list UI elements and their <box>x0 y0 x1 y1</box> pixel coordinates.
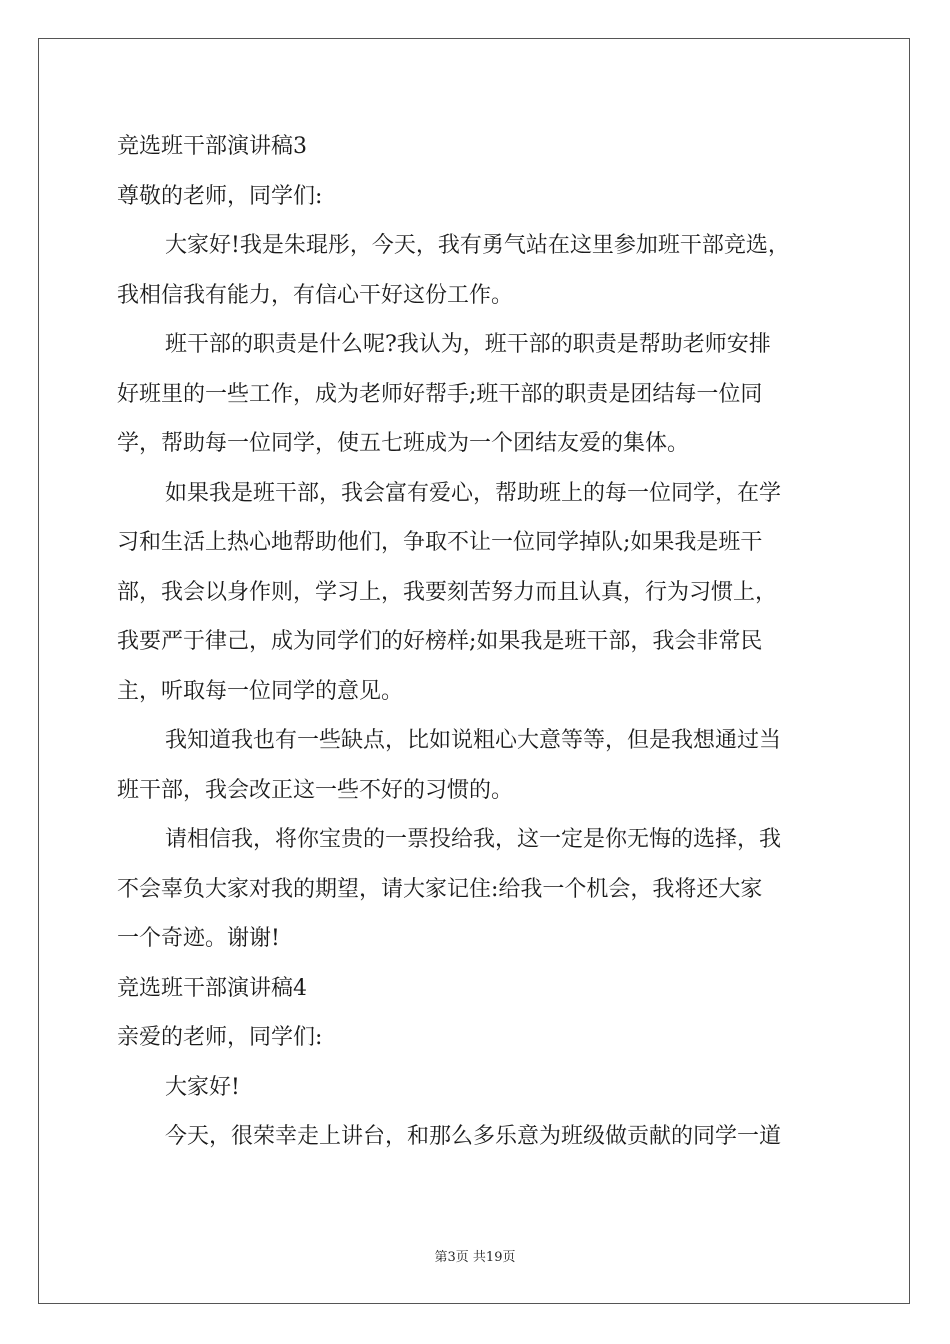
text-line: 我相信我有能力，有信心干好这份工作。 <box>117 282 514 308</box>
text-line: 竞选班干部演讲稿3 <box>117 134 307 159</box>
text-line: 我知道我也有一些缺点，比如说粗心大意等等，但是我想通过当 <box>165 728 782 753</box>
text-line: 好班里的一些工作，成为老师好帮手;班干部的职责是团结每一位同 <box>117 381 763 407</box>
text-line: 班干部的职责是什么呢?我认为，班干部的职责是帮助老师安排 <box>165 332 771 357</box>
text-line: 竞选班干部演讲稿4 <box>117 975 307 1001</box>
text-line: 主，听取每一位同学的意见。 <box>117 678 404 704</box>
text-line: 大家好!我是朱琨彤，今天，我有勇气站在这里参加班干部竞选， <box>165 233 790 258</box>
text-line: 不会辜负大家对我的期望，请大家记住:给我一个机会，我将还大家 <box>117 876 763 902</box>
text-line: 尊敬的老师，同学们: <box>117 183 323 209</box>
text-line: 请相信我，将你宝贵的一票投给我，这一定是你无悔的选择，我 <box>165 827 782 852</box>
document-body <box>117 122 837 1162</box>
text-line: 一个奇迹。谢谢! <box>117 926 280 951</box>
text-line: 班干部，我会改正这一些不好的习惯的。 <box>117 777 514 803</box>
text-line: 我要严于律己，成为同学们的好榜样;如果我是班干部，我会非常民 <box>117 629 763 654</box>
text-line: 大家好! <box>165 1074 240 1100</box>
text-line: 习和生活上热心地帮助他们，争取不让一位同学掉队;如果我是班干 <box>117 530 763 555</box>
text-line: 学，帮助每一位同学，使五七班成为一个团结友爱的集体。 <box>117 431 690 456</box>
page-footer: 第3页 共19页 <box>434 1250 516 1265</box>
text-line: 部，我会以身作则，学习上，我要刻苦努力而且认真，行为习惯上， <box>117 579 778 605</box>
text-line: 今天，很荣幸走上讲台，和那么多乐意为班级做贡献的同学一道 <box>165 1124 782 1149</box>
text-line: 如果我是班干部，我会富有爱心，帮助班上的每一位同学，在学 <box>165 480 782 506</box>
text-line: 亲爱的老师，同学们: <box>117 1025 323 1050</box>
